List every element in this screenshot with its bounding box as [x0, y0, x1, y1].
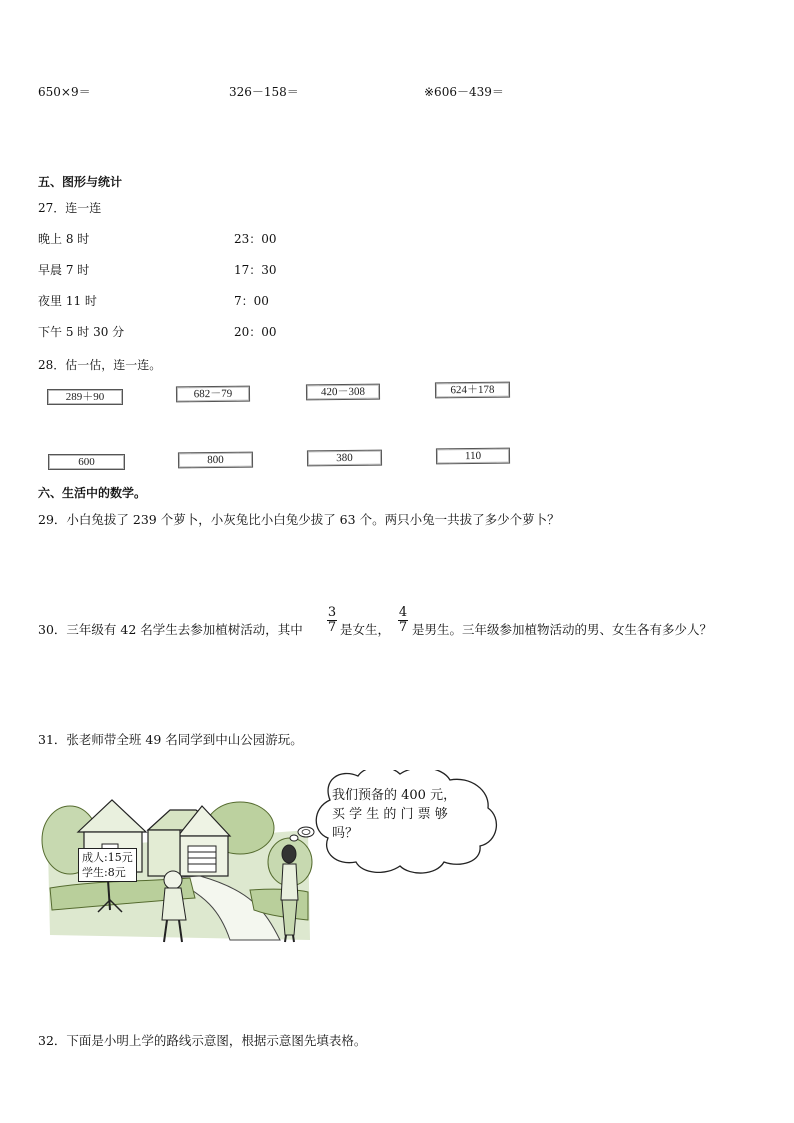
price-sign-student: 学生:8元 — [82, 866, 126, 879]
bubble-line-2: 买 学 生 的 门 票 够 — [332, 807, 448, 822]
q27-left-1: 晚上 8 时 — [38, 232, 90, 246]
q30-frac2-numerator: 4 — [398, 605, 408, 620]
q28-label: 28．估一估，连一连。 — [38, 358, 162, 372]
q30-part3: 是男生。三年级参加植物活动的男、女生各有多少人？ — [412, 622, 713, 637]
q30-fraction-2 — [398, 606, 408, 635]
q27-right-2: 17：30 — [234, 263, 277, 277]
q30-frac2-denominator: 7 — [398, 620, 408, 635]
q28-result-box-4: 110 — [436, 448, 510, 465]
park-illustration — [40, 770, 510, 950]
q28-result-box-1: 600 — [48, 454, 125, 470]
q32-text: 32．下面是小明上学的路线示意图，根据示意图先填表格。 — [38, 1033, 367, 1048]
arith-item-1: 650×9＝ — [38, 85, 91, 99]
bubble-line-1: 我们预备的 400 元， — [332, 788, 457, 803]
q27-right-4: 20：00 — [234, 325, 277, 339]
q30-frac1-numerator: 3 — [327, 605, 337, 620]
q28-expr-box-2: 682－79 — [176, 386, 250, 403]
arith-item-3: ※606－439＝ — [424, 85, 504, 99]
arith-item-2: 326－158＝ — [229, 85, 299, 99]
q28-expr-box-4: 624＋178 — [435, 382, 510, 399]
q30-fraction-1 — [327, 606, 337, 635]
q30-part2: 是女生， — [340, 622, 391, 637]
q28-result-box-2: 800 — [178, 452, 253, 469]
q28-result-box-3: 380 — [307, 450, 382, 467]
bubble-line-3: 吗？ — [332, 826, 359, 841]
q31-text: 31．张老师带全班 49 名同学到中山公园游玩。 — [38, 732, 303, 747]
q27-right-1: 23：00 — [234, 232, 277, 246]
q27-left-2: 早晨 7 时 — [38, 263, 90, 277]
section5-title: 五、图形与统计 — [38, 175, 123, 189]
q27-label: 27．连一连 — [38, 201, 102, 215]
q29-text: 29．小白兔拔了 239 个萝卜，小灰兔比小白兔少拔了 63 个。两只小兔一共拔了多少个萝卜？ — [38, 512, 560, 527]
thought-bubble-text — [332, 786, 456, 843]
q28-expr-box-1: 289＋90 — [47, 389, 123, 405]
q27-right-3: 7：00 — [234, 294, 269, 308]
price-sign — [78, 848, 137, 882]
q27-left-3: 夜里 11 时 — [38, 294, 97, 308]
section6-title: 六、生活中的数学。 — [38, 486, 147, 500]
q28-expr-box-3: 420－308 — [306, 384, 380, 401]
q30-frac1-denominator: 7 — [327, 620, 337, 635]
q30-part1: 30．三年级有 42 名学生去参加植树活动，其中 — [38, 622, 303, 637]
price-sign-adult: 成人:15元 — [82, 851, 133, 864]
q27-left-4: 下午 5 时 30 分 — [38, 325, 125, 339]
